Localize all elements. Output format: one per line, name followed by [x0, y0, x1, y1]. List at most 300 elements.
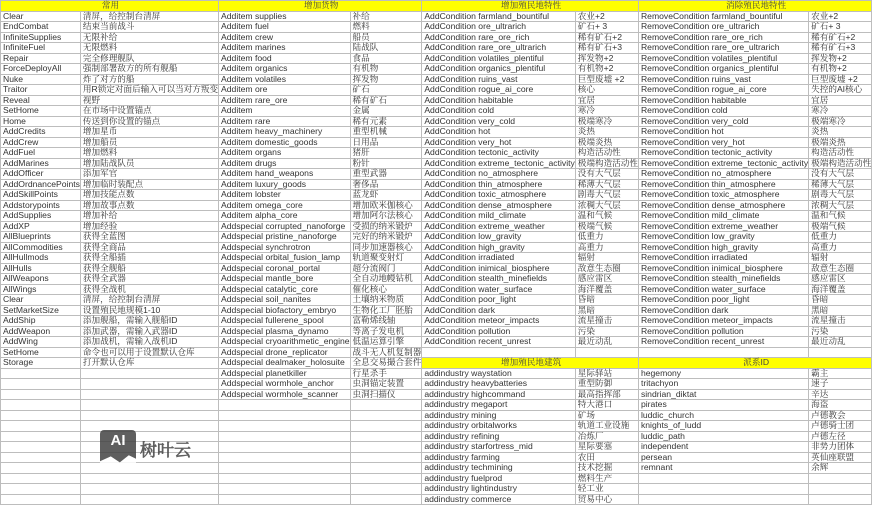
description-cell[interactable]: 炎热	[809, 127, 872, 138]
description-cell[interactable]: 极端气候	[575, 221, 638, 232]
command-cell[interactable]: addindustry refining	[422, 431, 575, 442]
command-cell[interactable]: addindustry fuelprod	[422, 473, 575, 484]
command-cell[interactable]: RemoveCondition rare_ore_ultrarich	[638, 43, 808, 54]
command-cell[interactable]: addindustry highcommand	[422, 389, 575, 400]
description-cell[interactable]: 添加舰船，需输入舰船ID	[80, 316, 218, 327]
command-cell[interactable]: AllWings	[1, 284, 81, 295]
command-cell[interactable]: RemoveCondition mild_climate	[638, 211, 808, 222]
description-cell[interactable]: 温和气候	[575, 211, 638, 222]
description-cell[interactable]: 猪肝	[350, 148, 422, 159]
command-cell[interactable]: RemoveCondition recent_unrest	[638, 337, 808, 348]
description-cell[interactable]: 稀有矿石+3	[575, 43, 638, 54]
command-cell[interactable]: addindustry heavybatteries	[422, 379, 575, 390]
empty-cell[interactable]	[809, 484, 872, 495]
description-cell[interactable]: 速子	[809, 379, 872, 390]
description-cell[interactable]: 黑暗	[809, 305, 872, 316]
command-cell[interactable]: RemoveCondition inimical_biosphere	[638, 263, 808, 274]
section-header-add-conditions[interactable]: 增加殖民地特性	[422, 1, 639, 12]
description-cell[interactable]: 稀薄大气层	[575, 179, 638, 190]
command-cell[interactable]: Additem rare	[219, 116, 351, 127]
empty-cell[interactable]	[350, 484, 422, 495]
command-cell[interactable]: Nuke	[1, 74, 81, 85]
description-cell[interactable]: 感应雷区	[809, 274, 872, 285]
command-cell[interactable]: AddWeapon	[1, 326, 81, 337]
description-cell[interactable]: 打开默认仓库	[80, 358, 218, 369]
description-cell[interactable]: 矿场	[575, 410, 638, 421]
command-cell[interactable]: independent	[638, 442, 808, 453]
empty-cell[interactable]	[80, 368, 218, 379]
empty-cell[interactable]	[219, 463, 351, 474]
description-cell[interactable]: 感应雷区	[575, 274, 638, 285]
command-cell[interactable]: knights_of_ludd	[638, 421, 808, 432]
command-cell[interactable]: ForceDeployAll	[1, 64, 81, 75]
empty-cell[interactable]	[1, 400, 81, 411]
command-cell[interactable]: AddCondition extreme_tectonic_activity	[422, 158, 575, 169]
description-cell[interactable]: 船员	[350, 32, 422, 43]
description-cell[interactable]: 战斗无人机复制器	[350, 347, 422, 358]
command-cell[interactable]: RemoveCondition habitable	[638, 95, 808, 106]
description-cell[interactable]: 添加战机，需输入战机ID	[80, 337, 218, 348]
section-header-remove-conditions[interactable]: 消除殖民地特性	[638, 1, 871, 12]
empty-cell[interactable]	[219, 400, 351, 411]
description-cell[interactable]: 极端构造活动性	[809, 158, 872, 169]
description-cell[interactable]: 虫洞扫描仪	[350, 389, 422, 400]
command-cell[interactable]: addindustry mining	[422, 410, 575, 421]
command-cell[interactable]: AddCondition extreme_weather	[422, 221, 575, 232]
description-cell[interactable]: 没有大气层	[809, 169, 872, 180]
description-cell[interactable]: 农业+2	[809, 11, 872, 22]
command-cell[interactable]: AllHullmods	[1, 253, 81, 264]
empty-cell[interactable]	[1, 431, 81, 442]
command-cell[interactable]: AddCondition farmland_bountiful	[422, 11, 575, 22]
command-cell[interactable]: Traitor	[1, 85, 81, 96]
description-cell[interactable]: 最近动乱	[809, 337, 872, 348]
empty-cell[interactable]	[219, 410, 351, 421]
description-cell[interactable]: 无限补给	[80, 32, 218, 43]
command-cell[interactable]: Addspecial wormhole_anchor	[219, 379, 351, 390]
command-cell[interactable]: AddOrdnancePoints	[1, 179, 81, 190]
command-cell[interactable]: Addspecial soil_nanites	[219, 295, 351, 306]
command-cell[interactable]: RemoveCondition hot	[638, 127, 808, 138]
command-cell[interactable]: addindustry waystation	[422, 368, 575, 379]
command-cell[interactable]: Addspecial fullerene_spool	[219, 316, 351, 327]
command-cell[interactable]: Addspecial drone_replicator	[219, 347, 351, 358]
command-cell[interactable]: AddCondition stealth_minefields	[422, 274, 575, 285]
command-cell[interactable]: Addspecial biofactory_embryo	[219, 305, 351, 316]
command-cell[interactable]: RemoveCondition extreme_tectonic_activity	[638, 158, 808, 169]
command-cell[interactable]: Repair	[1, 53, 81, 64]
description-cell[interactable]: 卢德骑士团	[809, 421, 872, 432]
command-cell[interactable]: AllWeapons	[1, 274, 81, 285]
empty-cell[interactable]	[1, 463, 81, 474]
description-cell[interactable]: 增加经验	[80, 221, 218, 232]
command-cell[interactable]: Additem alpha_core	[219, 211, 351, 222]
command-cell[interactable]: Clear	[1, 11, 81, 22]
command-cell[interactable]: Home	[1, 116, 81, 127]
command-cell[interactable]: AddCondition irradiated	[422, 253, 575, 264]
description-cell[interactable]: 食品	[350, 53, 422, 64]
description-cell[interactable]: 极端构造活动性	[575, 158, 638, 169]
empty-cell[interactable]	[350, 431, 422, 442]
command-cell[interactable]: RemoveCondition very_hot	[638, 137, 808, 148]
description-cell[interactable]: 辐射	[809, 253, 872, 264]
description-cell[interactable]: 清屏，给控制台清屏	[80, 295, 218, 306]
command-cell[interactable]: AddShip	[1, 316, 81, 327]
command-cell[interactable]: Additem organs	[219, 148, 351, 159]
command-cell[interactable]: Addspecial pristine_nanoforge	[219, 232, 351, 243]
description-cell[interactable]: 陆战队	[350, 43, 422, 54]
command-cell[interactable]: AddCondition mild_climate	[422, 211, 575, 222]
command-cell[interactable]: AddXP	[1, 221, 81, 232]
description-cell[interactable]: 用R锁定对面后输入可以当对方叛变	[80, 85, 218, 96]
command-cell[interactable]: SetMarketSize	[1, 305, 81, 316]
description-cell[interactable]: 轻工业	[575, 484, 638, 495]
command-cell[interactable]: addindustry lightindustry	[422, 484, 575, 495]
command-cell[interactable]: AddCondition very_hot	[422, 137, 575, 148]
description-cell[interactable]: 结束当前战斗	[80, 22, 218, 33]
description-cell[interactable]: 农业+2	[575, 11, 638, 22]
command-cell[interactable]: Additem volatiles	[219, 74, 351, 85]
empty-cell[interactable]	[1, 410, 81, 421]
description-cell[interactable]: 增加故事点数	[80, 200, 218, 211]
empty-cell[interactable]	[80, 473, 218, 484]
command-cell[interactable]: Additem omega_core	[219, 200, 351, 211]
empty-cell[interactable]	[80, 484, 218, 495]
description-cell[interactable]: 有机物+2	[809, 64, 872, 75]
empty-cell[interactable]	[809, 494, 872, 505]
description-cell[interactable]: 最高指挥部	[575, 389, 638, 400]
description-cell[interactable]: 高重力	[575, 242, 638, 253]
description-cell[interactable]: 增加星币	[80, 127, 218, 138]
description-cell[interactable]: 完好的纳米锻炉	[350, 232, 422, 243]
command-cell[interactable]: AddCondition low_gravity	[422, 232, 575, 243]
section-header-factions[interactable]: 派系ID	[638, 358, 871, 369]
description-cell[interactable]: 敌意生态圈	[575, 263, 638, 274]
command-cell[interactable]: luddic_path	[638, 431, 808, 442]
command-cell[interactable]: RemoveCondition tectonic_activity	[638, 148, 808, 159]
description-cell[interactable]: 命令也可以用于设置默认仓库	[80, 347, 218, 358]
command-cell[interactable]: AddCondition hot	[422, 127, 575, 138]
command-cell[interactable]: Additem luxury_goods	[219, 179, 351, 190]
command-cell[interactable]: Addstorypoints	[1, 200, 81, 211]
empty-cell[interactable]	[350, 473, 422, 484]
description-cell[interactable]: 高重力	[809, 242, 872, 253]
command-cell[interactable]: Addspecial orbital_fusion_lamp	[219, 253, 351, 264]
description-cell[interactable]: 轨道工业设施	[575, 421, 638, 432]
description-cell[interactable]: 催化核心	[350, 284, 422, 295]
command-cell[interactable]: Storage	[1, 358, 81, 369]
command-cell[interactable]: InfiniteSupplies	[1, 32, 81, 43]
command-cell[interactable]: AddCondition inimical_biosphere	[422, 263, 575, 274]
description-cell[interactable]: 技术挖掘	[575, 463, 638, 474]
command-cell[interactable]: EndCombat	[1, 22, 81, 33]
description-cell[interactable]: 增加补给	[80, 211, 218, 222]
description-cell[interactable]: 补给	[350, 11, 422, 22]
description-cell[interactable]: 寒冷	[575, 106, 638, 117]
description-cell[interactable]: 富勒烯线轴	[350, 316, 422, 327]
empty-cell[interactable]	[80, 400, 218, 411]
description-cell[interactable]: 霸主	[809, 368, 872, 379]
description-cell[interactable]: 冶炼厂	[575, 431, 638, 442]
empty-cell[interactable]	[350, 452, 422, 463]
command-cell[interactable]: Addspecial corrupted_nanoforge	[219, 221, 351, 232]
description-cell[interactable]: 星际驿站	[575, 368, 638, 379]
section-header-cargo[interactable]: 增加货物	[219, 1, 422, 12]
description-cell[interactable]: 燃料	[350, 22, 422, 33]
command-cell[interactable]: AddCondition rare_ore_rich	[422, 32, 575, 43]
command-cell[interactable]: RemoveCondition volatiles_plentiful	[638, 53, 808, 64]
command-cell[interactable]: Addspecial mantle_bore	[219, 274, 351, 285]
command-cell[interactable]: luddic_church	[638, 410, 808, 421]
command-cell[interactable]: RemoveCondition ore_ultrarich	[638, 22, 808, 33]
empty-cell[interactable]	[80, 410, 218, 421]
command-cell[interactable]: Additem crew	[219, 32, 351, 43]
description-cell[interactable]: 极端炎热	[575, 137, 638, 148]
command-cell[interactable]: AddCondition water_surface	[422, 284, 575, 295]
empty-cell[interactable]	[1, 494, 81, 505]
description-cell[interactable]: 矿石+ 3	[809, 22, 872, 33]
description-cell[interactable]: 同步加速器核心	[350, 242, 422, 253]
description-cell[interactable]: 流星撞击	[809, 316, 872, 327]
description-cell[interactable]: 非势力团体	[809, 442, 872, 453]
empty-cell[interactable]	[350, 421, 422, 432]
description-cell[interactable]: 挥发物	[350, 74, 422, 85]
description-cell[interactable]: 全息交易撮合套件	[350, 358, 422, 369]
description-cell[interactable]: 寒冷	[809, 106, 872, 117]
description-cell[interactable]: 虫洞锚定装置	[350, 379, 422, 390]
empty-cell[interactable]	[350, 410, 422, 421]
description-cell[interactable]: 低重力	[809, 232, 872, 243]
command-cell[interactable]: RemoveCondition thin_atmosphere	[638, 179, 808, 190]
description-cell[interactable]: 英仙座联盟	[809, 452, 872, 463]
description-cell[interactable]: 矿石	[350, 85, 422, 96]
command-cell[interactable]: AddFuel	[1, 148, 81, 159]
command-cell[interactable]: RemoveCondition high_gravity	[638, 242, 808, 253]
command-cell[interactable]: Additem marines	[219, 43, 351, 54]
description-cell[interactable]: 土壤纳米物质	[350, 295, 422, 306]
command-cell[interactable]: RemoveCondition organics_plentiful	[638, 64, 808, 75]
empty-cell[interactable]	[422, 347, 575, 358]
description-cell[interactable]: 受损的纳米锻炉	[350, 221, 422, 232]
command-cell[interactable]: Addspecial plasma_dynamo	[219, 326, 351, 337]
command-cell[interactable]: AllHulls	[1, 263, 81, 274]
description-cell[interactable]: 增加技能点数	[80, 190, 218, 201]
description-cell[interactable]: 剧毒大气层	[809, 190, 872, 201]
empty-cell[interactable]	[1, 473, 81, 484]
description-cell[interactable]: 没有大气层	[575, 169, 638, 180]
description-cell[interactable]: 污染	[575, 326, 638, 337]
empty-cell[interactable]	[80, 389, 218, 400]
description-cell[interactable]: 挥发物+2	[575, 53, 638, 64]
command-cell[interactable]: RemoveCondition irradiated	[638, 253, 808, 264]
command-cell[interactable]: Additem food	[219, 53, 351, 64]
command-cell[interactable]: RemoveCondition cold	[638, 106, 808, 117]
description-cell[interactable]: 燃料生产	[575, 473, 638, 484]
command-cell[interactable]: AddCondition tectonic_activity	[422, 148, 575, 159]
command-cell[interactable]: Reveal	[1, 95, 81, 106]
description-cell[interactable]: 余辉	[809, 463, 872, 474]
description-cell[interactable]: 蓝龙虾	[350, 190, 422, 201]
description-cell[interactable]: 核心	[575, 85, 638, 96]
empty-cell[interactable]	[1, 452, 81, 463]
empty-cell[interactable]	[1, 484, 81, 495]
empty-cell[interactable]	[219, 484, 351, 495]
command-cell[interactable]: AddCredits	[1, 127, 81, 138]
description-cell[interactable]: 增加阿尔法核心	[350, 211, 422, 222]
empty-cell[interactable]	[219, 452, 351, 463]
command-cell[interactable]: Additem	[219, 106, 351, 117]
command-cell[interactable]: RemoveCondition ruins_vast	[638, 74, 808, 85]
command-cell[interactable]: AddSkillPoints	[1, 190, 81, 201]
description-cell[interactable]: 宜居	[809, 95, 872, 106]
command-cell[interactable]: AddCondition volatiles_plentiful	[422, 53, 575, 64]
description-cell[interactable]: 获得全船插	[80, 253, 218, 264]
description-cell[interactable]: 增加欧米伽核心	[350, 200, 422, 211]
description-cell[interactable]: 传送到你设置的锚点	[80, 116, 218, 127]
command-cell[interactable]: tritachyon	[638, 379, 808, 390]
description-cell[interactable]: 昏暗	[575, 295, 638, 306]
description-cell[interactable]: 温和气候	[809, 211, 872, 222]
description-cell[interactable]: 低温运算引擎	[350, 337, 422, 348]
empty-cell[interactable]	[809, 347, 872, 358]
description-cell[interactable]: 稀有元素	[350, 116, 422, 127]
command-cell[interactable]: addindustry orbitalworks	[422, 421, 575, 432]
command-cell[interactable]: remnant	[638, 463, 808, 474]
command-cell[interactable]: RemoveCondition extreme_weather	[638, 221, 808, 232]
description-cell[interactable]: 有机物	[350, 64, 422, 75]
description-cell[interactable]: 设置殖民地规模1-10	[80, 305, 218, 316]
description-cell[interactable]: 重型武器	[350, 169, 422, 180]
command-cell[interactable]: Additem heavy_machinery	[219, 127, 351, 138]
description-cell[interactable]: 极端寒冷	[809, 116, 872, 127]
description-cell[interactable]: 获得全武器	[80, 274, 218, 285]
command-cell[interactable]: AddCondition dark	[422, 305, 575, 316]
description-cell[interactable]: 获得全舰船	[80, 263, 218, 274]
command-cell[interactable]: AddCondition recent_unrest	[422, 337, 575, 348]
description-cell[interactable]: 星际要塞	[575, 442, 638, 453]
description-cell[interactable]: 挥发物+2	[809, 53, 872, 64]
empty-cell[interactable]	[1, 421, 81, 432]
description-cell[interactable]: 流星撞击	[575, 316, 638, 327]
description-cell[interactable]: 低重力	[575, 232, 638, 243]
command-cell[interactable]: Additem lobster	[219, 190, 351, 201]
command-cell[interactable]: Addspecial cryoarithmetic_engine	[219, 337, 351, 348]
description-cell[interactable]: 增加陆战队员	[80, 158, 218, 169]
empty-cell[interactable]	[80, 379, 218, 390]
description-cell[interactable]: 宜居	[575, 95, 638, 106]
description-cell[interactable]: 奢侈品	[350, 179, 422, 190]
empty-cell[interactable]	[1, 389, 81, 400]
command-cell[interactable]: AddCondition habitable	[422, 95, 575, 106]
description-cell[interactable]: 稀有矿石+3	[809, 43, 872, 54]
description-cell[interactable]: 生物化工厂胚胎	[350, 305, 422, 316]
command-cell[interactable]: AddCondition cold	[422, 106, 575, 117]
command-cell[interactable]: hegemony	[638, 368, 808, 379]
description-cell[interactable]: 巨型废墟 +2	[575, 74, 638, 85]
empty-cell[interactable]	[638, 473, 808, 484]
description-cell[interactable]: 辐射	[575, 253, 638, 264]
command-cell[interactable]: AddCondition very_cold	[422, 116, 575, 127]
command-cell[interactable]: RemoveCondition low_gravity	[638, 232, 808, 243]
command-cell[interactable]: Addspecial coronal_portal	[219, 263, 351, 274]
command-cell[interactable]: RemoveCondition dark	[638, 305, 808, 316]
empty-cell[interactable]	[350, 442, 422, 453]
description-cell[interactable]: 海洋覆盖	[809, 284, 872, 295]
description-cell[interactable]: 浓稠大气层	[809, 200, 872, 211]
command-cell[interactable]: AddCrew	[1, 137, 81, 148]
description-cell[interactable]: 农田	[575, 452, 638, 463]
description-cell[interactable]: 强制部署敌方的所有舰船	[80, 64, 218, 75]
description-cell[interactable]: 增加燃料	[80, 148, 218, 159]
description-cell[interactable]: 污染	[809, 326, 872, 337]
command-cell[interactable]: AllBlueprints	[1, 232, 81, 243]
command-cell[interactable]: RemoveCondition toxic_atmosphere	[638, 190, 808, 201]
command-cell[interactable]: pirates	[638, 400, 808, 411]
command-cell[interactable]: RemoveCondition farmland_bountiful	[638, 11, 808, 22]
command-cell[interactable]: AddCondition ore_ultrarich	[422, 22, 575, 33]
description-cell[interactable]: 超分流阀门	[350, 263, 422, 274]
command-cell[interactable]: AddCondition toxic_atmosphere	[422, 190, 575, 201]
description-cell[interactable]: 贸易中心	[575, 494, 638, 505]
command-cell[interactable]: AddOfficer	[1, 169, 81, 180]
description-cell[interactable]: 极端气候	[809, 221, 872, 232]
command-cell[interactable]: addindustry commerce	[422, 494, 575, 505]
description-cell[interactable]: 轨道聚变射灯	[350, 253, 422, 264]
description-cell[interactable]: 金属	[350, 106, 422, 117]
command-cell[interactable]: Addspecial synchrotron	[219, 242, 351, 253]
description-cell[interactable]: 浓稠大气层	[575, 200, 638, 211]
command-cell[interactable]: RemoveCondition water_surface	[638, 284, 808, 295]
command-cell[interactable]: RemoveCondition rogue_ai_core	[638, 85, 808, 96]
empty-cell[interactable]	[809, 473, 872, 484]
description-cell[interactable]: 稀薄大气层	[809, 179, 872, 190]
description-cell[interactable]: 特大港口	[575, 400, 638, 411]
command-cell[interactable]: AddCondition meteor_impacts	[422, 316, 575, 327]
command-cell[interactable]: AddCondition poor_light	[422, 295, 575, 306]
description-cell[interactable]: 构造活动性	[809, 148, 872, 159]
description-cell[interactable]: 全自动地幔钻机	[350, 274, 422, 285]
command-cell[interactable]: SetHome	[1, 347, 81, 358]
command-cell[interactable]: AddCondition ruins_vast	[422, 74, 575, 85]
description-cell[interactable]: 剧毒大气层	[575, 190, 638, 201]
command-cell[interactable]: Addspecial wormhole_scanner	[219, 389, 351, 400]
description-cell[interactable]: 稀有矿石	[350, 95, 422, 106]
description-cell[interactable]: 矿石+ 3	[575, 22, 638, 33]
description-cell[interactable]: 最近动乱	[575, 337, 638, 348]
command-cell[interactable]: AddCondition rogue_ai_core	[422, 85, 575, 96]
description-cell[interactable]: 无限燃料	[80, 43, 218, 54]
description-cell[interactable]: 日用品	[350, 137, 422, 148]
command-cell[interactable]: RemoveCondition stealth_minefields	[638, 274, 808, 285]
command-cell[interactable]: sindrian_diktat	[638, 389, 808, 400]
description-cell[interactable]: 卢德左径	[809, 431, 872, 442]
description-cell[interactable]: 视野	[80, 95, 218, 106]
description-cell[interactable]: 稀有矿石+2	[809, 32, 872, 43]
command-cell[interactable]: Additem drugs	[219, 158, 351, 169]
command-cell[interactable]: RemoveCondition meteor_impacts	[638, 316, 808, 327]
empty-cell[interactable]	[80, 494, 218, 505]
command-cell[interactable]: Additem ore	[219, 85, 351, 96]
description-cell[interactable]: 等离子发电机	[350, 326, 422, 337]
command-cell[interactable]: AddCondition dense_atmosphere	[422, 200, 575, 211]
description-cell[interactable]: 黑暗	[575, 305, 638, 316]
command-cell[interactable]: AddCondition rare_ore_ultrarich	[422, 43, 575, 54]
description-cell[interactable]: 海洋覆盖	[575, 284, 638, 295]
command-cell[interactable]: Addspecial planetkiller	[219, 368, 351, 379]
empty-cell[interactable]	[638, 347, 808, 358]
description-cell[interactable]: 极端炎热	[809, 137, 872, 148]
description-cell[interactable]: 在市场中设置锚点	[80, 106, 218, 117]
